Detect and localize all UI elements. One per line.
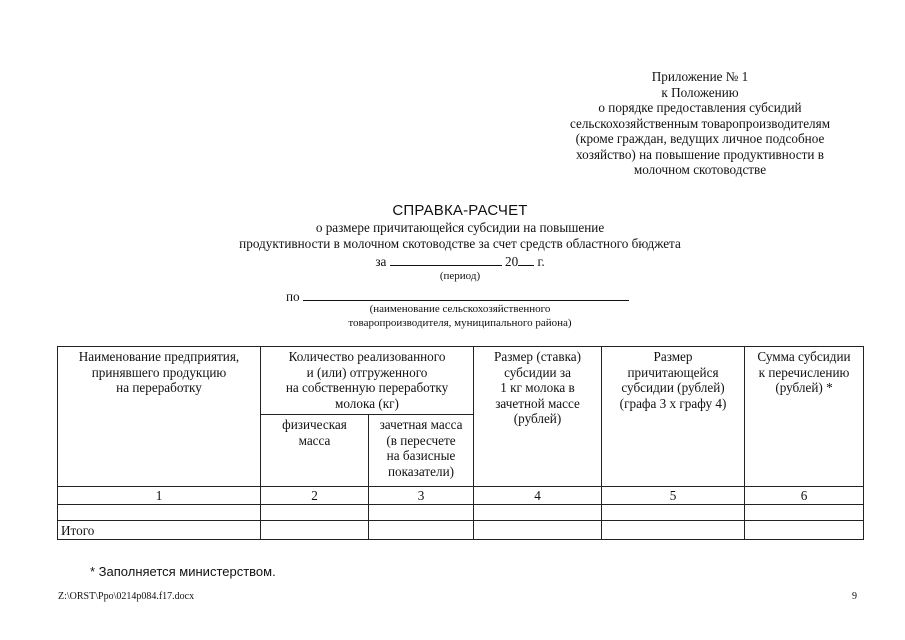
header-text: на переработку <box>116 380 202 395</box>
table-cell <box>745 505 864 521</box>
header-text: субсидии за <box>504 364 571 380</box>
header-text: (в пересчете <box>386 432 456 448</box>
total-label: Итого <box>58 521 261 540</box>
header-text: (рублей) * <box>775 380 833 395</box>
table-cell <box>261 505 369 521</box>
producer-blank <box>303 288 629 301</box>
header-text: к перечислению <box>758 364 850 380</box>
header-text: физическая <box>282 417 347 432</box>
table-cell <box>369 521 474 540</box>
table-cell <box>602 521 745 540</box>
column-number: 3 <box>369 487 474 505</box>
appendix-line: сельскохозяйственным товаропроизводителям <box>569 115 831 131</box>
appendix-line: (кроме граждан, ведущих личное подсобное <box>575 131 825 146</box>
appendix-line: к Положению <box>661 84 739 100</box>
table-cell <box>474 505 602 521</box>
header-text: причитающейся <box>627 364 719 380</box>
header-text: масса <box>298 432 331 448</box>
header-cell-enterprise <box>58 347 261 487</box>
header-text: (графа 3 х графу 4) <box>619 395 727 411</box>
calculation-table <box>57 346 864 540</box>
header-text: зачетная масса <box>379 417 463 432</box>
period-prefix: за <box>375 254 387 269</box>
producer-caption-line: (наименование сельскохозяйственного <box>369 303 551 315</box>
document-subtitle-line: продуктивности в молочном скотоводстве за счет средств областного бюджета <box>239 236 681 251</box>
header-text: показатели) <box>387 463 455 479</box>
producer-caption-line: товаропроизводителя, муниципального района) <box>348 317 572 329</box>
column-number: 5 <box>602 487 745 505</box>
header-text: и (или) отгруженного <box>306 364 428 380</box>
table-cell <box>602 505 745 521</box>
page-number: 9 <box>852 591 857 602</box>
appendix-line: молочном скотоводстве <box>633 162 767 177</box>
header-text: 1 кг молока в <box>500 380 575 395</box>
footnote: * Заполняется министерством. <box>90 564 276 579</box>
header-text: Наименование предприятия, <box>78 349 240 364</box>
period-line <box>150 253 770 270</box>
table-cell <box>369 505 474 521</box>
header-cell-rate <box>474 347 602 487</box>
column-number: 2 <box>261 487 369 505</box>
header-cell-quantity <box>261 347 474 415</box>
period-blank <box>390 253 502 266</box>
table-header-row <box>58 347 864 415</box>
column-number: 4 <box>474 487 602 505</box>
appendix-line: хозяйство) на повышение продуктивности в <box>576 146 824 162</box>
appendix-line: Приложение № 1 <box>651 69 749 84</box>
column-number-row <box>58 487 864 505</box>
header-text: Размер (ставка) <box>494 349 582 364</box>
year-blank <box>518 253 534 266</box>
title-block <box>150 202 770 283</box>
column-number: 6 <box>745 487 864 505</box>
period-year: 20 <box>504 254 519 269</box>
header-text: Количество реализованного <box>288 349 446 364</box>
header-text: на базисные <box>386 448 456 463</box>
header-text: зачетной массе <box>495 395 580 411</box>
header-text: на собственную переработку <box>285 380 449 395</box>
header-cell-transfer-sum <box>745 347 864 487</box>
document-subtitle-line: о размере причитающейся субсидии на повышение <box>315 220 605 235</box>
header-text: Размер <box>653 349 693 364</box>
table-cell <box>745 521 864 540</box>
header-text: Сумма субсидии <box>757 349 851 364</box>
header-text: принявшего продукцию <box>91 364 227 380</box>
producer-caption <box>300 302 620 330</box>
file-path: Z:\ORST\Ppo\0214p084.f17.docx <box>58 591 195 602</box>
header-text: молока (кг) <box>335 395 399 411</box>
producer-prefix: по <box>286 289 300 304</box>
table-cell <box>58 505 261 521</box>
period-suffix: г. <box>537 254 545 269</box>
period-caption: (период) <box>439 270 481 282</box>
table-cell <box>261 521 369 540</box>
table-cell <box>474 521 602 540</box>
appendix-line: о порядке предоставления субсидий <box>598 100 802 115</box>
header-cell-subsidy-due <box>602 347 745 487</box>
header-text: субсидии (рублей) <box>621 380 725 395</box>
appendix-header <box>540 69 860 178</box>
table-row <box>58 505 864 521</box>
document-title: СПРАВКА-РАСЧЕТ <box>392 202 528 219</box>
header-cell-physical-mass <box>261 415 369 487</box>
total-row <box>58 521 864 540</box>
header-cell-credit-mass <box>369 415 474 487</box>
column-number: 1 <box>58 487 261 505</box>
header-text: (рублей) <box>513 411 562 426</box>
